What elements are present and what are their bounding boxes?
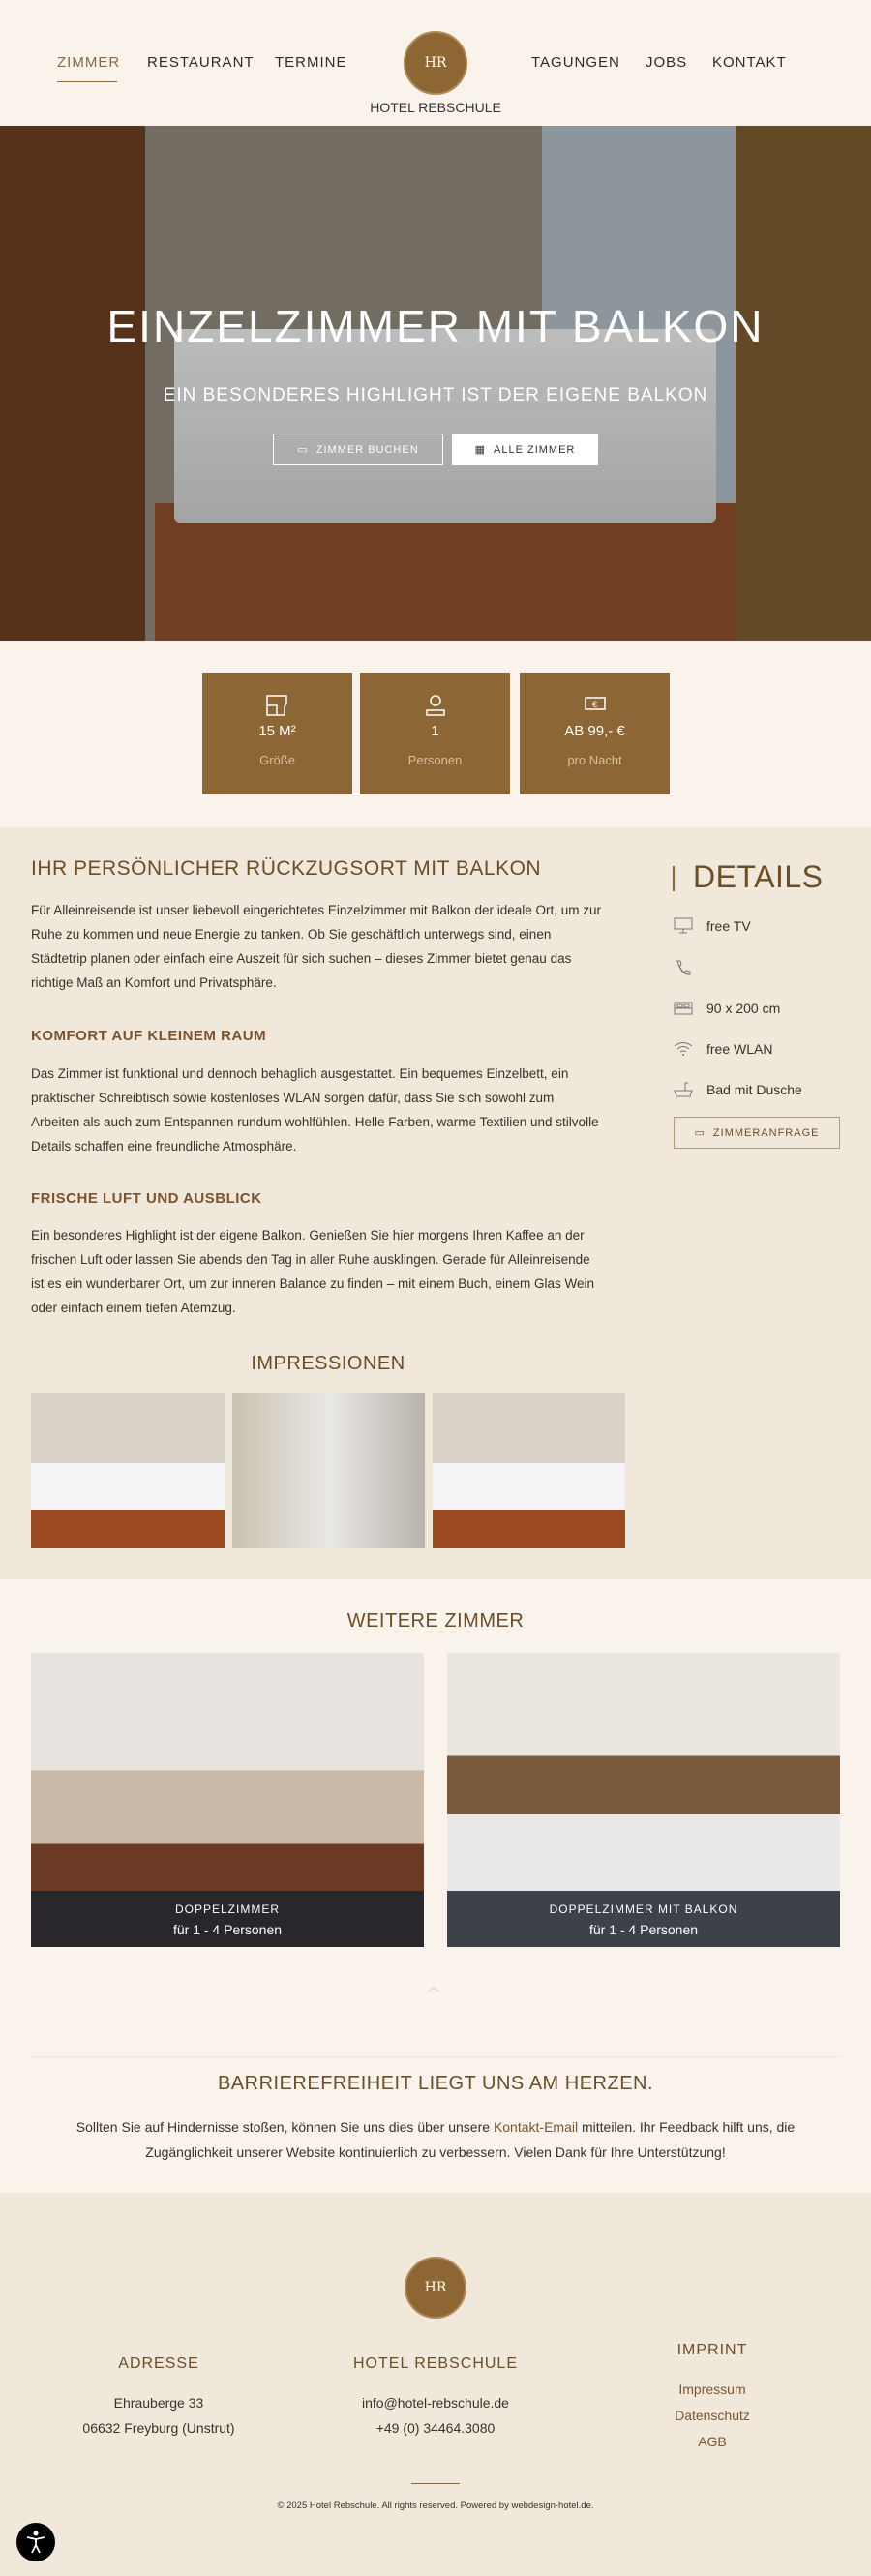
room-request-label: ZIMMERANFRAGE [712,1126,820,1139]
calendar-icon: ▭ [297,444,309,456]
content-title: IHR PERSÖNLICHER RÜCKZUGSORT MIT BALKON [31,857,542,880]
detail-label: 90 x 200 cm [706,1001,781,1016]
agb-link[interactable]: AGB [698,2434,727,2449]
footer-logo [405,2257,466,2319]
stat-price [520,673,670,794]
impression-photo-2[interactable] [232,1393,425,1548]
footer-address [62,2390,255,2441]
hero-subtitle: EIN BESONDERES HIGHLIGHT IST DER EIGENE BALKON [163,385,708,405]
stat-value: 1 [431,723,439,739]
room-card-name: DOPPELZIMMER [174,1902,280,1916]
footer-address-title: ADRESSE [118,2355,199,2372]
stat-label: Personen [407,753,463,767]
room-card-caption [447,1891,840,1947]
impressum-link[interactable]: Impressum [678,2381,746,2397]
footer-contact [339,2390,532,2441]
detail-bed [674,1000,780,1017]
stat-size [202,673,352,794]
footer-city: 06632 Freyburg (Unstrut) [82,2420,235,2436]
paragraph-intro: Für Alleinreisende ist unser liebevoll eingerichtetes Einzelzimmer mit Balkon der ideale Ort, um zur Ruhe zu kommen und neue Energie zu tanken. Ob Sie geschäftlich unterwegs sind, einen Städtetrip planen oder einfach eine Auszeit für sich suchen – dieses Zimmer bietet genau das richtige Maß an Komfort und Privatsphäre. [31,903,602,990]
footer-divider [411,2483,460,2484]
detail-label: Bad mit Dusche [706,1082,802,1097]
scroll-up-chevron-icon[interactable]: ︿ [427,1979,440,1994]
bathtub-icon [674,1081,693,1098]
book-room-label: ZIMMER BUCHEN [315,443,419,456]
nav-zimmer[interactable]: ZIMMER [57,54,121,71]
contact-email-link[interactable]: Kontakt-Email [493,2119,579,2135]
floorplan-icon [202,694,352,719]
subheading-ausblick: FRISCHE LUFT UND AUSBLICK [31,1190,262,1207]
wifi-icon [674,1040,693,1058]
copyright-end: . [590,2501,594,2511]
stat-persons [360,673,510,794]
bed-icon [674,1000,693,1017]
accessibility-text-post: mitteilen. Ihr Feedback hilft uns, die Zugänglichkeit unserer Website kontinuierlich zu verbessern. Vielen Dank für Ihre Unterstützung! [145,2119,796,2160]
datenschutz-link[interactable]: Datenschutz [675,2408,750,2423]
nav-tagungen[interactable]: TAGUNGEN [531,54,620,71]
stat-label: pro Nacht [567,753,622,767]
calendar-icon: ▭ [694,1127,706,1139]
stat-value: 15 M² [258,723,296,739]
subheading-komfort: KOMFORT AUF KLEINEM RAUM [31,1028,267,1044]
room-card-persons: für 1 - 4 Personen [172,1922,283,1937]
room-card-caption [31,1891,424,1947]
details-bar [673,866,675,891]
room-card-persons: für 1 - 4 Personen [588,1922,699,1937]
detail-tv [674,917,751,935]
all-rooms-button[interactable] [452,434,598,465]
detail-label: free TV [706,918,751,934]
grid-icon: ▦ [474,444,487,456]
footer-street: Ehrauberge 33 [113,2395,204,2411]
room-card-doppelzimmer-balkon[interactable] [447,1653,840,1947]
footer-links [616,2377,809,2455]
copyright [0,2501,871,2511]
powered-by-link[interactable]: webdesign-hotel.de [511,2501,591,2511]
footer-imprint-title: IMPRINT [676,2342,748,2358]
details-title: DETAILS [693,859,824,894]
accessibility-text-pre: Sollten Sie auf Hindernisse stoßen, können Sie uns dies über unsere [75,2119,494,2135]
accessibility-title: BARRIEREFREIHEIT LIEGT UNS AM HERZEN. [217,2073,654,2094]
money-icon [520,694,670,719]
person-icon [360,694,510,719]
nav-restaurant[interactable]: RESTAURANT [147,54,255,71]
all-rooms-label: ALLE ZIMMER [494,443,576,456]
detail-label: free WLAN [706,1041,773,1057]
impression-photo-3[interactable] [433,1393,625,1548]
copyright-text: © 2025 Hotel Rebschule. All rights reserved. Powered by [277,2501,512,2511]
nav-active-underline [57,81,117,82]
stat-label: Größe [259,753,295,767]
room-request-button[interactable] [674,1117,840,1149]
hotel-logo[interactable] [404,31,467,95]
nav-jobs[interactable]: JOBS [646,54,688,71]
accessibility-icon [25,2530,46,2555]
room-card-doppelzimmer[interactable] [31,1653,424,1947]
logo-mark: HR [424,55,447,71]
room-card-name: DOPPELZIMMER MIT BALKON [549,1902,738,1916]
tv-icon [674,917,693,935]
footer-email[interactable]: info@hotel-rebschule.de [362,2395,509,2411]
logo-mark: HR [424,2280,447,2295]
svg-text:€: € [591,700,597,709]
footer-phone[interactable]: +49 (0) 34464.3080 [375,2420,496,2436]
accessibility-button[interactable] [16,2523,55,2561]
book-room-button[interactable] [273,434,443,465]
accessibility-text [68,2114,803,2165]
paragraph-komfort: Das Zimmer ist funktional und dennoch behaglich ausgestattet. Ein bequemes Einzelbett, ein praktischer Schreibtisch sowie kostenloses WLAN sorgen dafür, dass Sie sich sowohl zum Arbeiten als auch zum Entspannen rundum wohlfühlen. Helle Farben, warme Textilien und stilvolle Details schaffen eine freundliche Atmosphäre. [31,1066,599,1153]
hero-title: EINZELZIMMER MIT BALKON [106,301,765,351]
stat-value: AB 99,- € [564,723,625,739]
impressions-title: IMPRESSIONEN [251,1353,405,1374]
hero-overlay [0,126,871,641]
nav-termine[interactable]: TERMINE [275,54,347,71]
divider [31,2056,840,2057]
detail-bath [674,1081,802,1098]
impression-photo-1[interactable] [31,1393,225,1548]
paragraph-ausblick: Ein besonderes Highlight ist der eigene Balkon. Genießen Sie hier morgens Ihren Kaffee an der frischen Luft oder lassen Sie abends den Tag in aller Ruhe ausklingen. Gerade für Alleinreisende ist es ein wunderbarer Ort, um zur inneren Balance zu finden – mit einem Buch, einem Glas Wein oder einfach einem tiefen Atemzug. [31,1228,595,1315]
detail-wlan [674,1040,772,1058]
phone-icon [674,960,693,977]
detail-phone [674,960,706,977]
nav-kontakt[interactable]: KONTAKT [712,54,787,71]
more-rooms-title: WEITERE ZIMMER [346,1610,525,1632]
footer-hotel-title: HOTEL REBSCHULE [353,2355,518,2372]
logo-text: HOTEL REBSCHULE [370,100,501,115]
